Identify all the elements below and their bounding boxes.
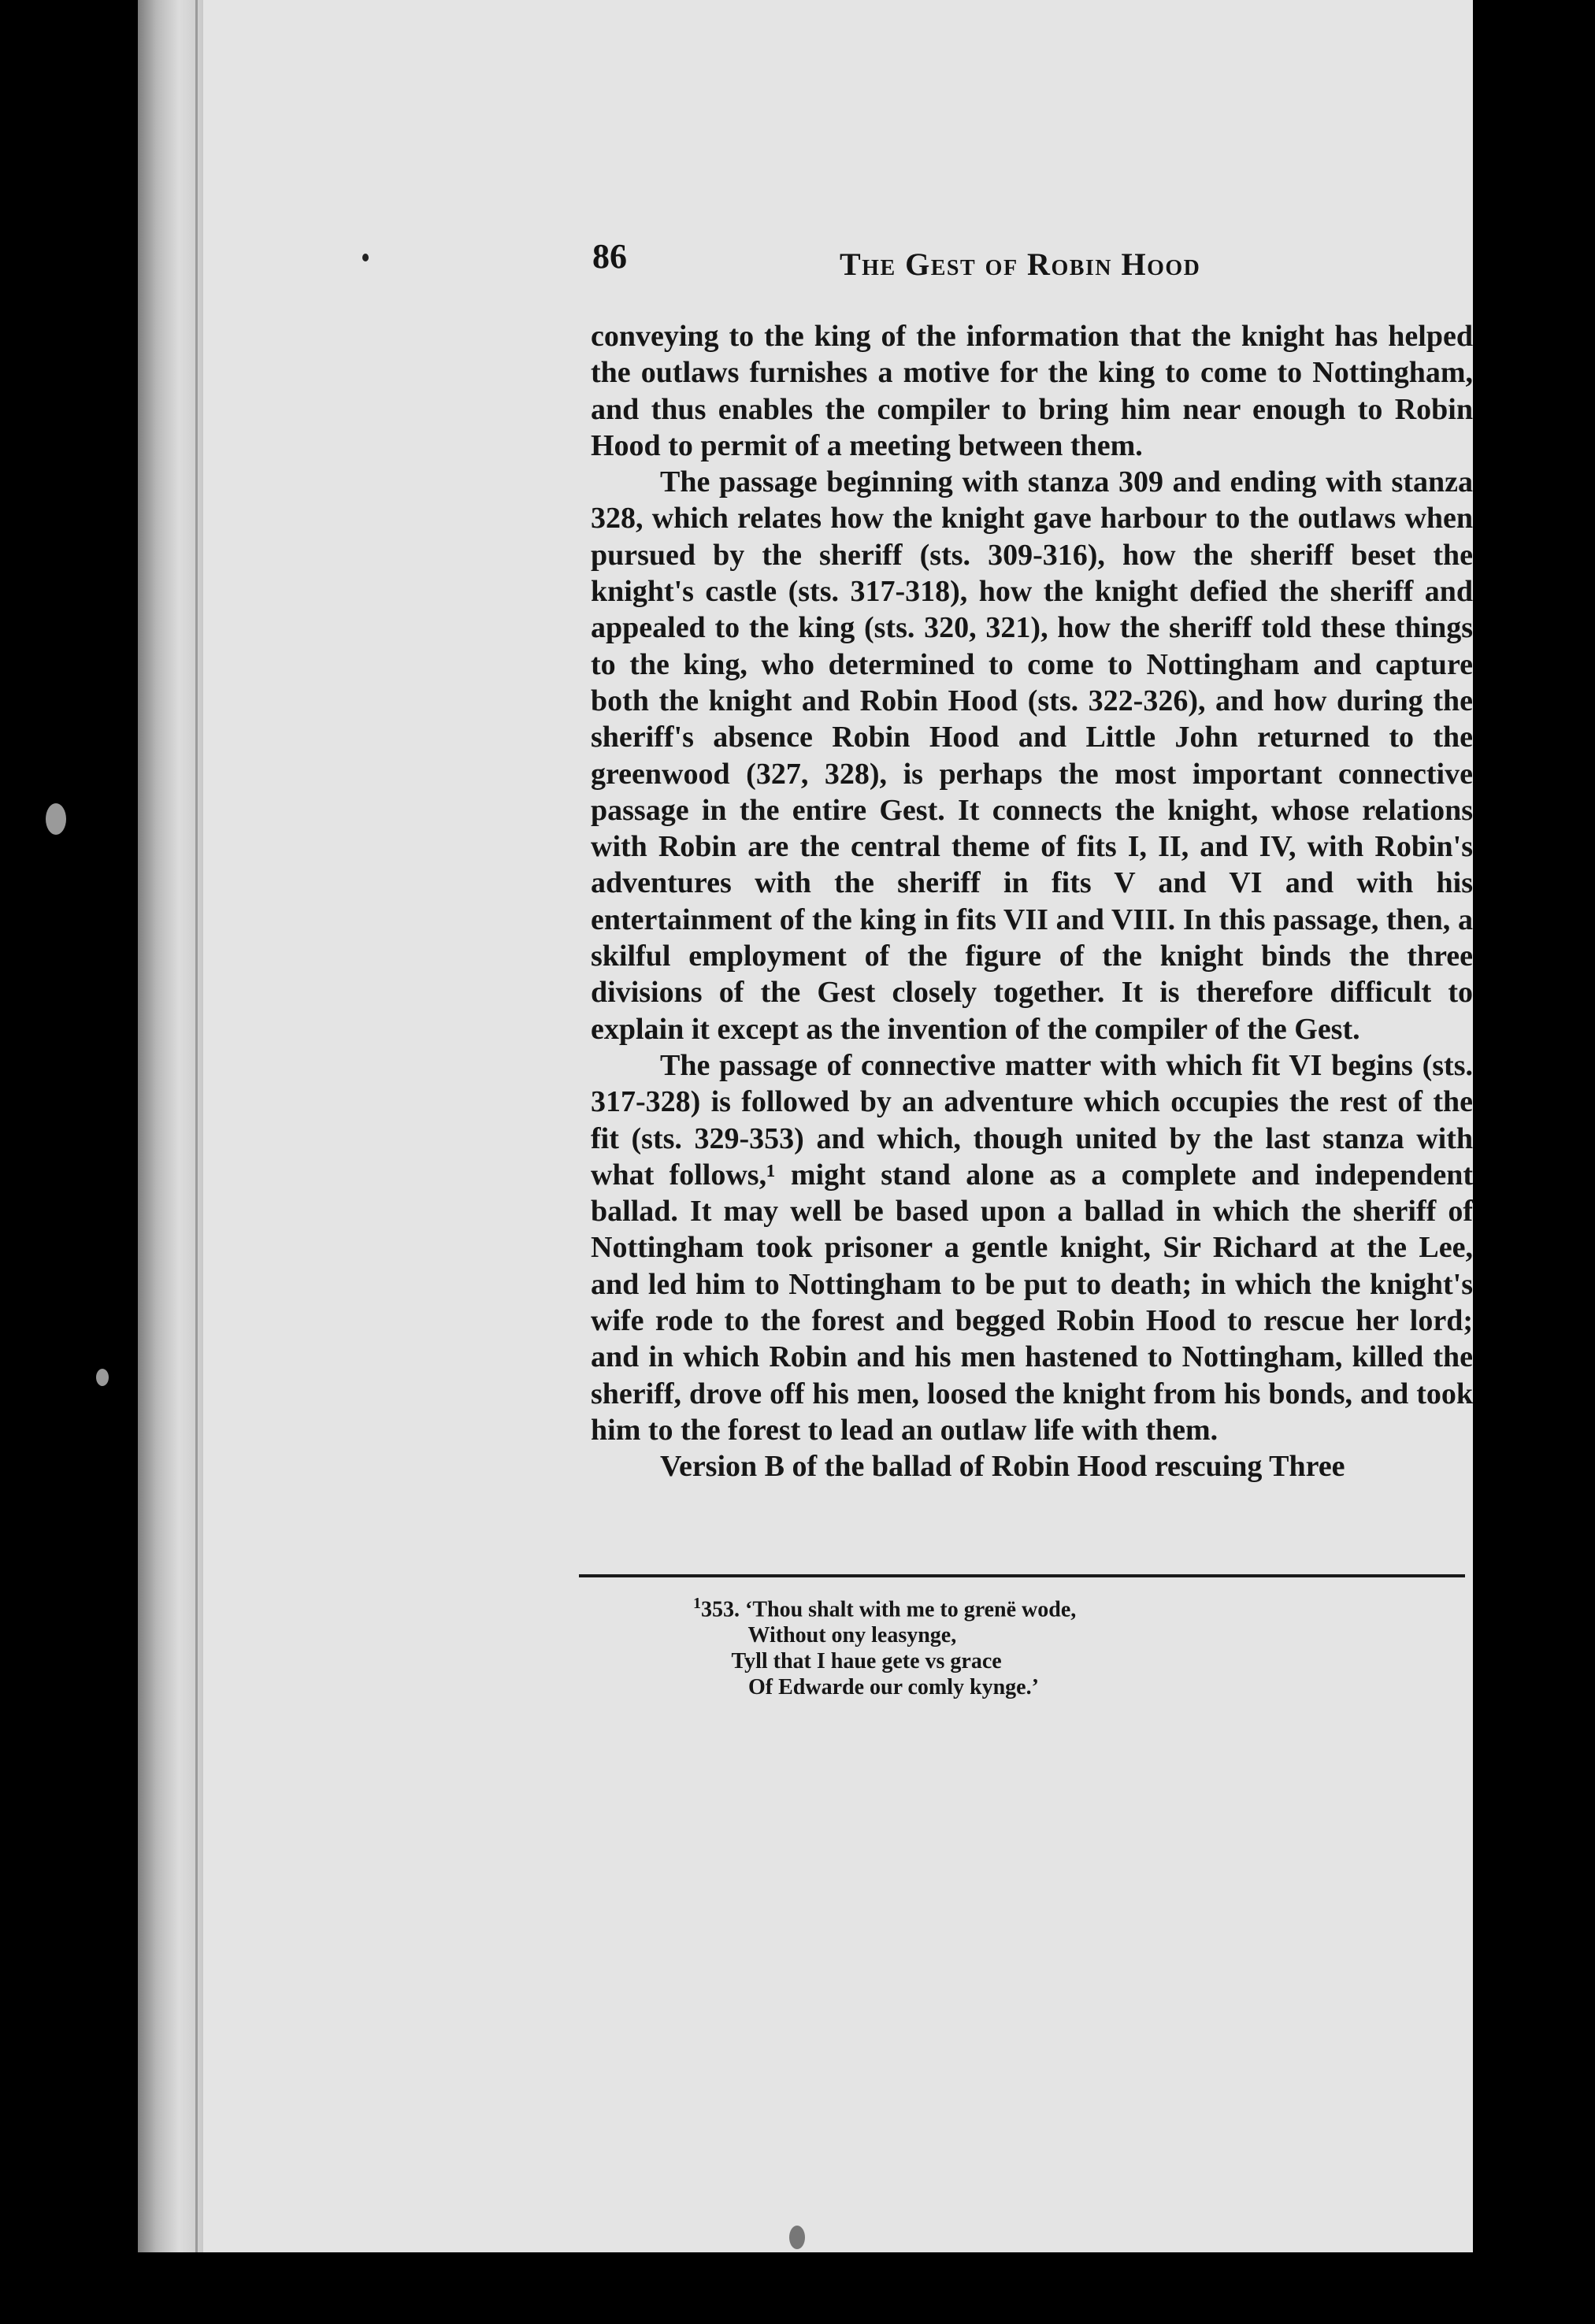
scan-speck xyxy=(96,1369,109,1386)
footnote-line-3: Tyll that I haue gete vs grace xyxy=(693,1649,1002,1674)
page-number: 86 xyxy=(592,237,627,276)
running-head-title: The Gest of Robin Hood xyxy=(840,246,1201,282)
book-binding-shadow xyxy=(0,0,138,2324)
right-margin-shadow xyxy=(1473,0,1595,2324)
footnote-line-1: 353. ‘Thou shalt with me to grenë wode, xyxy=(701,1597,1077,1622)
footnote-marker: 1 xyxy=(693,1595,701,1612)
scan-speck xyxy=(362,254,369,261)
page-edge-line xyxy=(195,0,198,2252)
paragraph-3: The passage of connective matter with which fit VI begins (sts. 317-328) is followed by an adventure which occupies the rest of the fit (sts. 329-353) and which, though united by the last stanza with what follows,¹ might stand alone as a complete and independent ballad. It may well be based upon a ballad in which the sheriff of Nottingham took prisoner a gentle knight, Sir Richard at the Lee, and led him to Nottingham to be put to death; in which the knight's wife rode to the forest and begged Robin Hood to rescue her lord; and in which Robin and his men hastened to Nottingham, killed the sheriff, drove off his men, loosed the knight from his bonds, and took him to the forest to lead an outlaw life with them. xyxy=(591,1048,1473,1447)
scan-speck xyxy=(789,2226,805,2249)
footnote xyxy=(693,1591,1076,1700)
footnote-line-4: Of Edwarde our comly kynge.’ xyxy=(693,1675,1039,1700)
paragraph-2: The passage beginning with stanza 309 and ending with stanza 328, which relates how the knight gave harbour to the outlaws when pursued by the sheriff (sts. 309-316), how the sheriff beset the knight's castle (sts. 317-318), how the knight defied the sheriff and appealed to the king (sts. 320, 321), how the sheriff told these things to the king, who determined to come to Nottingham and capture both the knight and Robin Hood (sts. 322-326), and how during the sheriff's absence Robin Hood and Little John returned to the greenwood (327, 328), is perhaps the most important connective passage in the entire Gest. It connects the knight, whose relations with Robin are the central theme of fits I, II, and IV, with Robin's adventures with the sheriff in fits V and VI and with his entertainment of the king in fits VII and VIII. In this passage, then, a skilful employment of the figure of the knight binds the three divisions of the Gest closely together. It is therefore difficult to explain it except as the invention of the compiler of the Gest. xyxy=(591,465,1473,1046)
footnote-line-2: Without ony leasynge, xyxy=(693,1623,957,1648)
paragraph-4: Version B of the ballad of Robin Hood rescuing Three xyxy=(660,1450,1345,1484)
scan-speck xyxy=(46,803,66,835)
page-fore-edge xyxy=(138,0,213,2252)
body-text xyxy=(591,318,1473,1485)
paragraph-1: conveying to the king of the information that the knight has helped the outlaws furnishes a motive for the king to come to Nottingham, and thus enables the compiler to bring him near enough to Robin Hood to permit of a meeting between them. xyxy=(591,320,1473,462)
footnote-rule xyxy=(579,1574,1465,1577)
